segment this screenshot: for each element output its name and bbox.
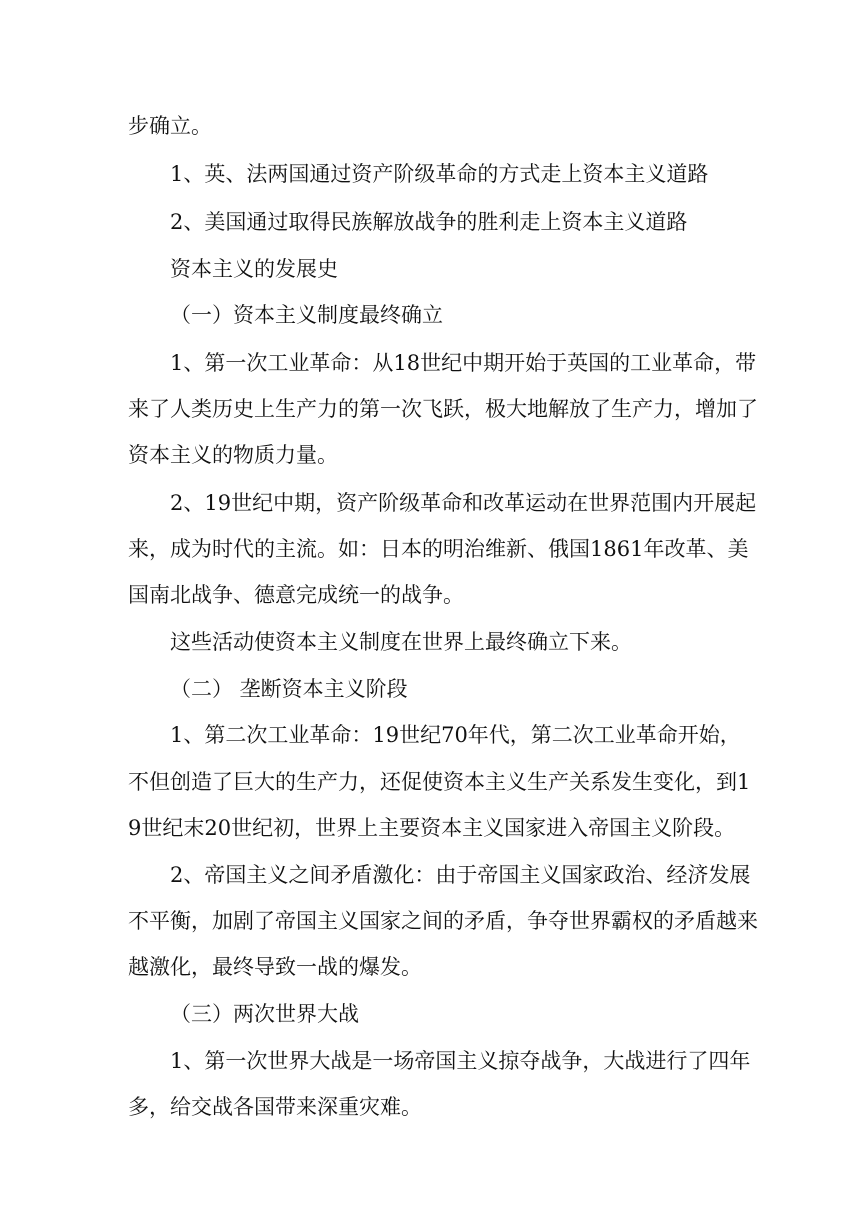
subsection-heading: （三）两次世界大战 <box>170 1002 359 1026</box>
text-line: 资本主义的物质力量。 <box>128 443 338 467</box>
text-line: 1、第一次世界大战是一场帝国主义掠夺战争，大战进行了四年 <box>170 1049 751 1073</box>
text-line: 来，成为时代的主流。如：日本的明治维新、俄国1861年改革、美 <box>128 537 749 561</box>
text-line: 来了人类历史上生产力的第一次飞跃，极大地解放了生产力，增加了 <box>128 397 758 421</box>
text-line: 不但创造了巨大的生产力，还促使资本主义生产关系发生变化，到1 <box>128 770 751 794</box>
text-line: 1、第二次工业革命：19世纪70年代，第二次工业革命开始， <box>170 723 741 747</box>
text-line: 2、19世纪中期，资产阶级革命和改革运动在世界范围内开展起 <box>170 491 757 515</box>
text-line: 这些活动使资本主义制度在世界上最终确立下来。 <box>170 630 632 654</box>
text-line: 越激化，最终导致一战的爆发。 <box>128 955 422 979</box>
text-line: 2、帝国主义之间矛盾激化：由于帝国主义国家政治、经济发展 <box>170 863 751 887</box>
text-line: 2、美国通过取得民族解放战争的胜利走上资本主义道路 <box>170 210 688 234</box>
text-line: 多，给交战各国带来深重灾难。 <box>128 1095 422 1119</box>
text-line: 1、第一次工业革命：从18世纪中期开始于英国的工业革命，带 <box>170 351 757 375</box>
section-heading: 资本主义的发展史 <box>170 257 338 281</box>
text-line: 不平衡，加剧了帝国主义国家之间的矛盾，争夺世界霸权的矛盾越来 <box>128 909 758 933</box>
subsection-heading: （一）资本主义制度最终确立 <box>170 303 443 327</box>
text-line: 步确立。 <box>128 114 212 138</box>
subsection-heading: （二） 垄断资本主义阶段 <box>170 677 408 701</box>
text-line: 9世纪末20世纪初，世界上主要资本主义国家进入帝国主义阶段。 <box>128 816 736 840</box>
text-line: 国南北战争、德意完成统一的战争。 <box>128 583 464 607</box>
text-line: 1、英、法两国通过资产阶级革命的方式走上资本主义道路 <box>170 162 709 186</box>
